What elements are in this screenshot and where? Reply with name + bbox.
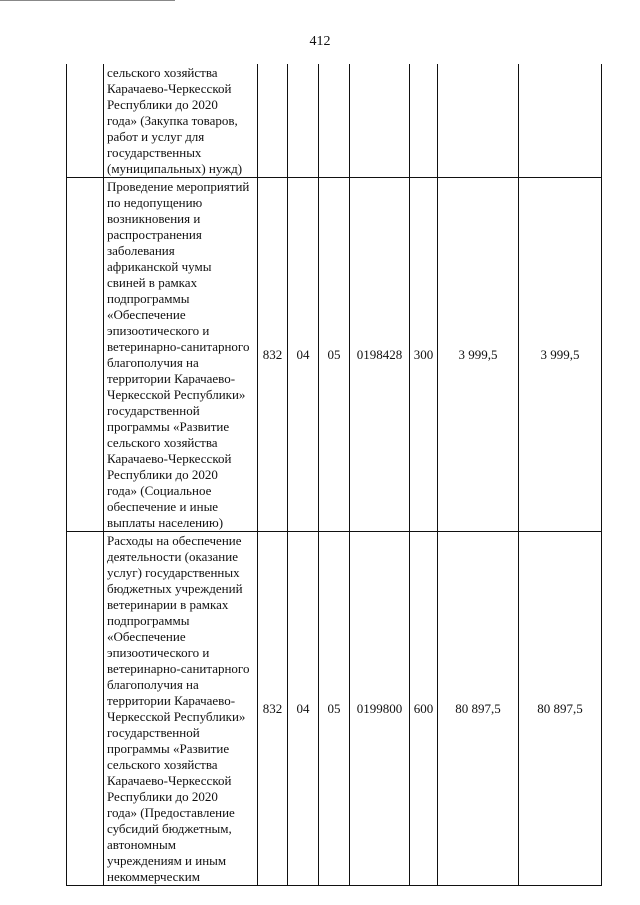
section-code-cell — [288, 64, 319, 178]
subsection-code-cell — [319, 64, 350, 178]
target-article-cell — [350, 64, 410, 178]
subsection-code-cell: 05 — [319, 178, 350, 532]
ministry-code-cell: 832 — [258, 532, 288, 886]
amount-cell: 3 999,5 — [438, 178, 519, 532]
expense-type-cell: 600 — [410, 532, 438, 886]
target-article-cell: 0198428 — [350, 178, 410, 532]
table-row — [67, 64, 602, 178]
ministry-code-cell — [258, 64, 288, 178]
budget-table — [66, 64, 602, 886]
amount-cell — [438, 64, 519, 178]
subsection-code-cell: 05 — [319, 532, 350, 886]
scan-edge-mark — [0, 0, 175, 3]
section-code-cell: 04 — [288, 532, 319, 886]
expense-name-cell: Расходы на обеспечение деятельности (оказание услуг) государственных бюджетных учреждений ветеринарии в рамках подпрограммы «Обеспечение эпизоотического и ветеринарно-санитарного благополучия на территории Карачаево- Черкесской Республики» государственной программы «Развитие сельского хозяйства Карачаево-Черкесской Республики до 2020 года» (Предоставление субсидий бюджетным, автономным учреждениям и иным некоммерческим — [104, 532, 258, 886]
table-row — [67, 532, 602, 886]
amount-cell: 80 897,5 — [519, 532, 602, 886]
amount-cell: 80 897,5 — [438, 532, 519, 886]
row-number-cell — [67, 178, 104, 532]
amount-cell: 3 999,5 — [519, 178, 602, 532]
row-number-cell — [67, 532, 104, 886]
section-code-cell: 04 — [288, 178, 319, 532]
table-row — [67, 178, 602, 532]
expense-name-cell: сельского хозяйства Карачаево-Черкесской Республики до 2020 года» (Закупка товаров, работ и услуг для государственных (муниципальных) нужд) — [104, 64, 258, 178]
ministry-code-cell: 832 — [258, 178, 288, 532]
page-number: 412 — [309, 34, 331, 49]
row-number-cell — [67, 64, 104, 178]
target-article-cell: 0199800 — [350, 532, 410, 886]
expense-type-cell: 300 — [410, 178, 438, 532]
amount-cell — [519, 64, 602, 178]
expense-type-cell — [410, 64, 438, 178]
expense-name-cell: Проведение мероприятий по недопущению возникновения и распространения заболевания африканской чумы свиней в рамках подпрограммы «Обеспечение эпизоотического и ветеринарно-санитарного благополучия на территории Карачаево- Черкесской Республики» государственной программы «Развитие сельского хозяйства Карачаево-Черкесской Республики до 2020 года» (Социальное обеспечение и иные выплаты населению) — [104, 178, 258, 532]
